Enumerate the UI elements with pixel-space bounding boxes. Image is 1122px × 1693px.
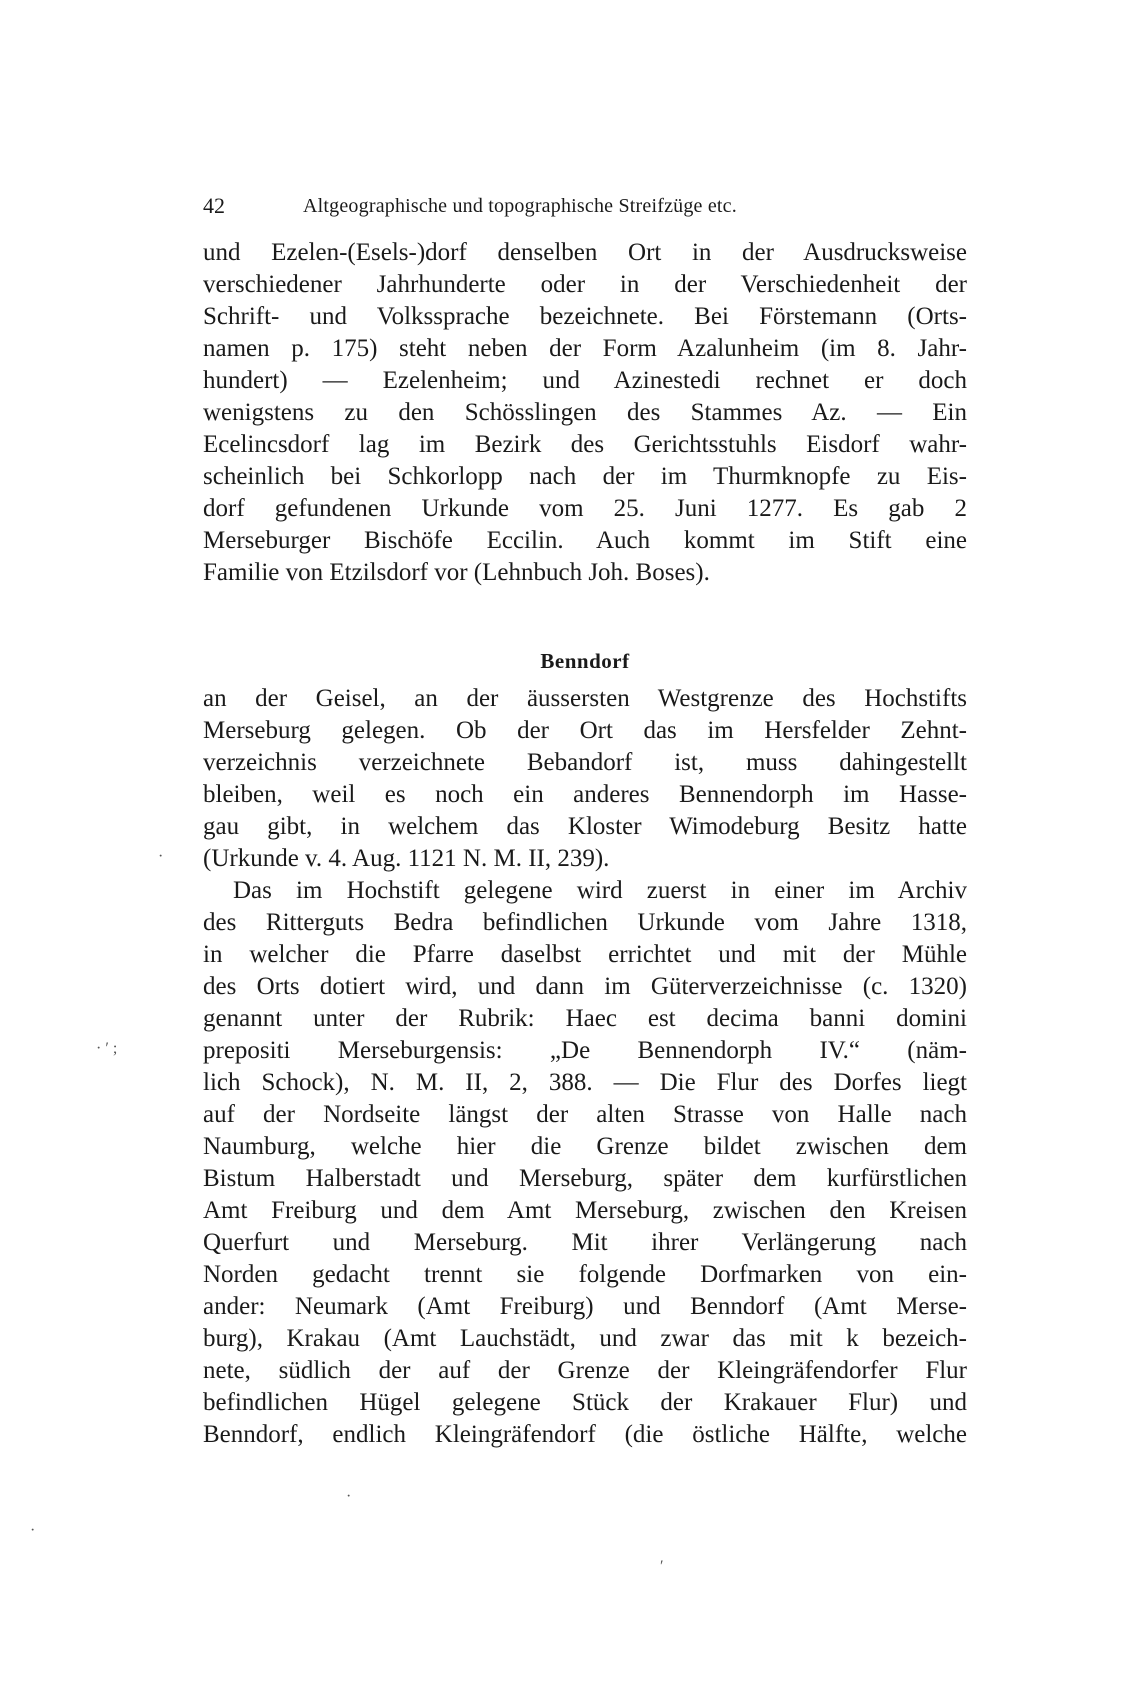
text-line: ander: Neumark (Amt Freiburg) und Benndorf (Amt Merse- [203, 1293, 967, 1320]
text-line: verschiedener Jahrhunderte oder in der Verschiedenheit der [203, 271, 967, 298]
scan-speck: · ′ ; [96, 1040, 118, 1057]
text-line: verzeichnis verzeichnete Bebandorf ist, muss dahingestellt [203, 749, 967, 776]
text-line: Naumburg, welche hier die Grenze bildet zwischen dem [203, 1133, 967, 1160]
text-line: Das im Hochstift gelegene wird zuerst in einer im Archiv [233, 877, 967, 904]
text-line: Familie von Etzilsdorf vor (Lehnbuch Joh. Boses). [203, 559, 710, 586]
text-line: gau gibt, in welchem das Kloster Wimodeburg Besitz hatte [203, 813, 967, 840]
text-line: Norden gedacht trennt sie folgende Dorfmarken von ein- [203, 1261, 967, 1288]
text-line: bleiben, weil es noch ein anderes Bennendorph im Hasse- [203, 781, 967, 808]
text-line: und Ezelen-(Esels-)dorf denselben Ort in der Ausdrucksweise [203, 239, 967, 266]
text-line: befindlichen Hügel gelegene Stück der Krakauer Flur) und [203, 1389, 967, 1416]
page-number: 42 [203, 193, 225, 218]
text-line: Merseburg gelegen. Ob der Ort das im Hersfelder Zehnt- [203, 717, 967, 744]
text-line: an der Geisel, an der äussersten Westgrenze des Hochstifts [203, 685, 967, 712]
text-line: (Urkunde v. 4. Aug. 1121 N. M. II, 239). [203, 845, 610, 872]
text-line: nete, südlich der auf der Grenze der Kleingräfendorfer Flur [203, 1357, 967, 1384]
text-line: in welcher die Pfarre daselbst errichtet und mit der Mühle [203, 941, 967, 968]
text-line: Amt Freiburg und dem Amt Merseburg, zwischen den Kreisen [203, 1197, 967, 1224]
text-line: des Ritterguts Bedra befindlichen Urkunde vom Jahre 1318, [203, 909, 967, 936]
text-line: Schrift- und Volkssprache bezeichnete. Bei Förstemann (Orts- [203, 303, 967, 330]
text-line: dorf gefundenen Urkunde vom 25. Juni 1277. Es gab 2 [203, 495, 967, 522]
text-line: hundert) — Ezelenheim; und Azinestedi rechnet er doch [203, 367, 967, 394]
running-title: Altgeographische und topographische Streifzüge etc. [303, 195, 737, 217]
text-line: Querfurt und Merseburg. Mit ihrer Verlängerung nach [203, 1229, 967, 1256]
text-line: Merseburger Bischöfe Eccilin. Auch kommt im Stift eine [203, 527, 967, 554]
text-line: Benndorf, endlich Kleingräfendorf (die östliche Hälfte, welche [203, 1421, 967, 1448]
text-line: auf der Nordseite längst der alten Strasse von Halle nach [203, 1101, 967, 1128]
scan-speck: ′ [660, 1558, 664, 1575]
text-line: scheinlich bei Schkorlopp nach der im Thurmknopfe zu Eis- [203, 463, 967, 490]
text-line: prepositi Merseburgensis: „De Bennendorph IV.“ (näm- [203, 1037, 967, 1064]
text-line: wenigstens zu den Schösslingen des Stammes Az. — Ein [203, 399, 967, 426]
text-line: genannt unter der Rubrik: Haec est decima banni domini [203, 1005, 967, 1032]
text-line: lich Schock), N. M. II, 2, 388. — Die Flur des Dorfes liegt [203, 1069, 967, 1096]
text-line: des Orts dotiert wird, und dann im Güterverzeichnisse (c. 1320) [203, 973, 967, 1000]
scan-speck: · [30, 1522, 36, 1539]
text-line: Bistum Halberstadt und Merseburg, später dem kurfürstlichen [203, 1165, 967, 1192]
text-line: namen p. 175) steht neben der Form Azalunheim (im 8. Jahr- [203, 335, 967, 362]
scan-speck: · [346, 1488, 352, 1505]
text-line: burg), Krakau (Amt Lauchstädt, und zwar das mit k bezeich- [203, 1325, 967, 1352]
text-line: Ecelincsdorf lag im Bezirk des Gerichtsstuhls Eisdorf wahr- [203, 431, 967, 458]
scan-speck: · [158, 848, 164, 865]
section-heading: Benndorf [540, 649, 630, 673]
page-header [203, 193, 963, 223]
